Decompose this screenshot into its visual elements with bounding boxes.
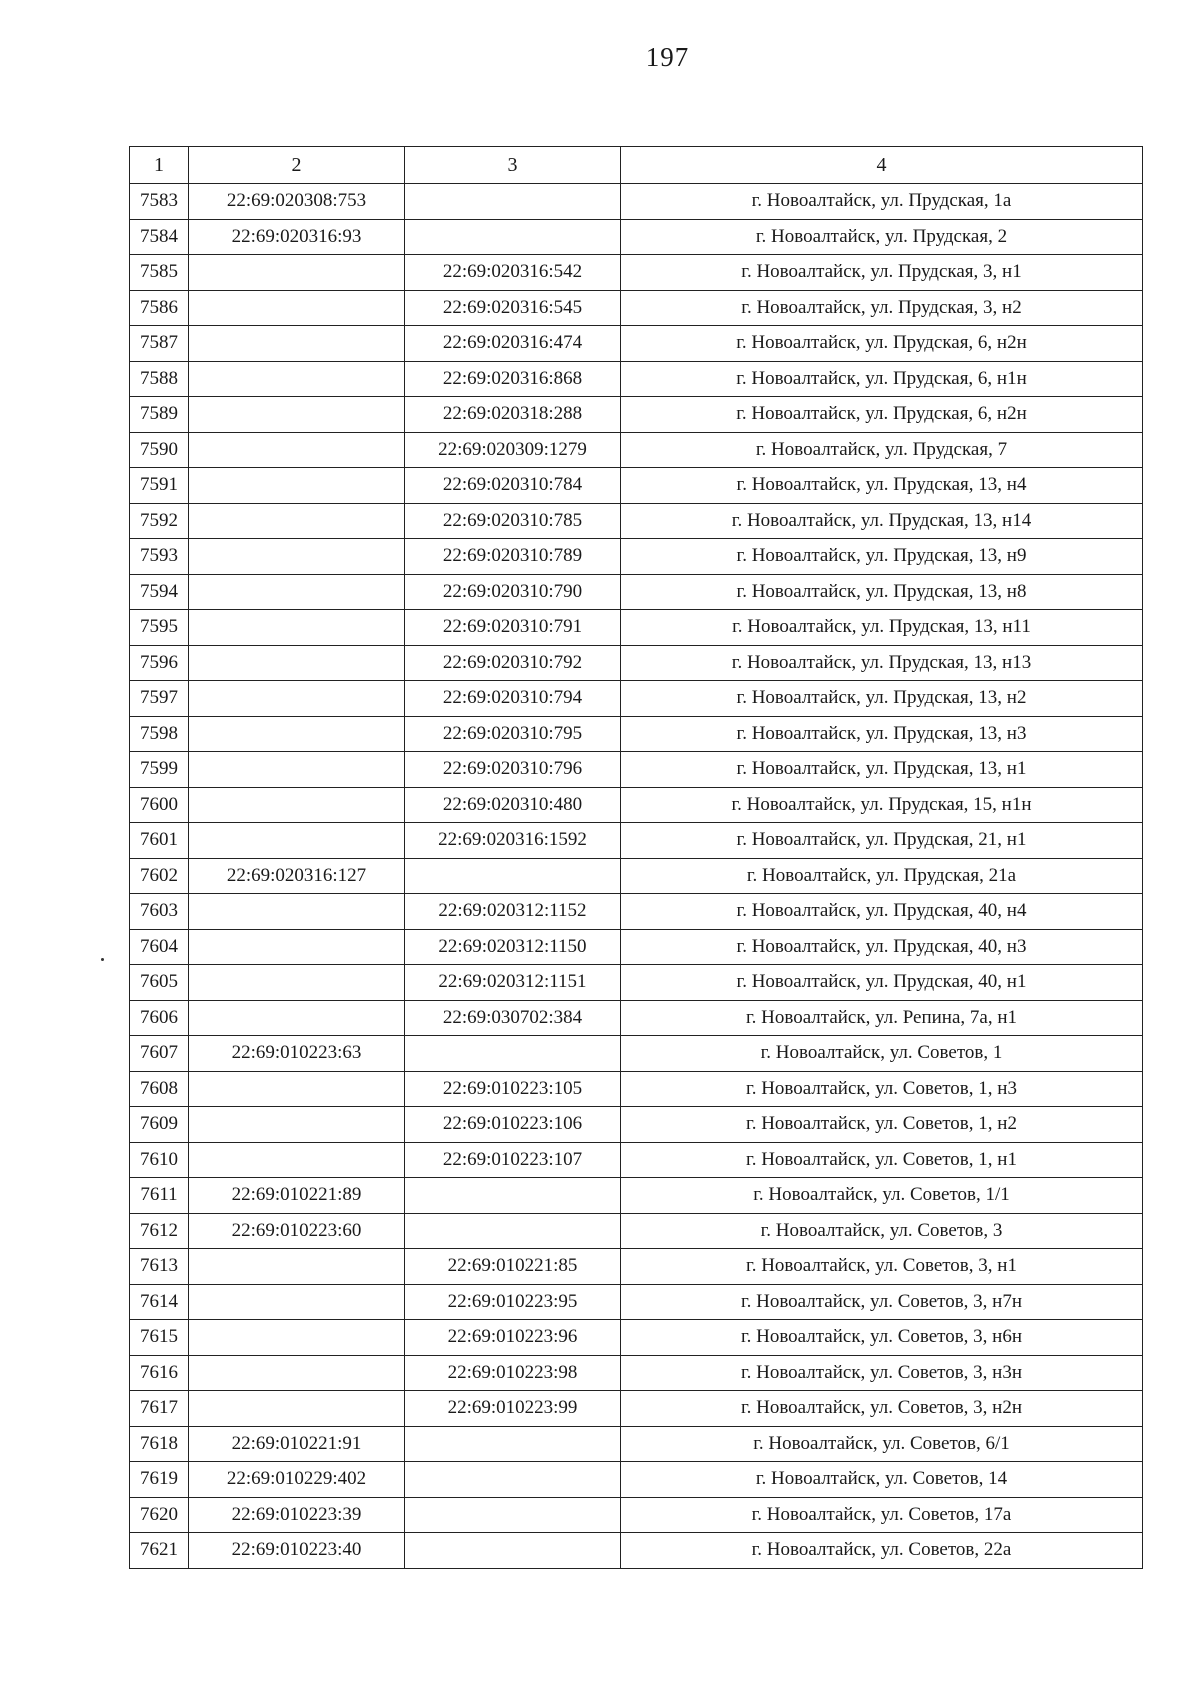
premises-cadastral-number-cell: 22:69:010223:98 — [405, 1355, 621, 1391]
address-cell: г. Новоалтайск, ул. Советов, 14 — [621, 1462, 1143, 1498]
premises-cadastral-number-cell: 22:69:020318:288 — [405, 397, 621, 433]
registry-table-container — [129, 146, 1143, 1569]
premises-cadastral-number-cell — [405, 1533, 621, 1569]
table-row — [130, 1107, 1143, 1143]
row-number-cell: 7614 — [130, 1284, 189, 1320]
premises-cadastral-number-cell: 22:69:020312:1151 — [405, 965, 621, 1001]
premises-cadastral-number-cell: 22:69:020310:791 — [405, 610, 621, 646]
table-row — [130, 1355, 1143, 1391]
address-cell: г. Новоалтайск, ул. Прудская, 13, н14 — [621, 503, 1143, 539]
row-number-cell: 7584 — [130, 219, 189, 255]
column-header-2: 2 — [189, 147, 405, 184]
address-cell: г. Новоалтайск, ул. Прудская, 1а — [621, 184, 1143, 220]
address-cell: г. Новоалтайск, ул. Прудская, 6, н2н — [621, 326, 1143, 362]
table-row — [130, 1391, 1143, 1427]
address-cell: г. Новоалтайск, ул. Прудская, 13, н8 — [621, 574, 1143, 610]
row-number-cell: 7589 — [130, 397, 189, 433]
table-row — [130, 574, 1143, 610]
table-row — [130, 432, 1143, 468]
row-number-cell: 7620 — [130, 1497, 189, 1533]
row-number-cell: 7609 — [130, 1107, 189, 1143]
row-number-cell: 7606 — [130, 1000, 189, 1036]
premises-cadastral-number-cell: 22:69:020316:542 — [405, 255, 621, 291]
scan-speck — [101, 958, 104, 961]
building-cadastral-number-cell — [189, 965, 405, 1001]
address-cell: г. Новоалтайск, ул. Советов, 1, н1 — [621, 1142, 1143, 1178]
table-row — [130, 1320, 1143, 1356]
address-cell: г. Новоалтайск, ул. Советов, 3 — [621, 1213, 1143, 1249]
row-number-cell: 7602 — [130, 858, 189, 894]
row-number-cell: 7597 — [130, 681, 189, 717]
table-row — [130, 255, 1143, 291]
row-number-cell: 7596 — [130, 645, 189, 681]
building-cadastral-number-cell — [189, 1320, 405, 1356]
table-row — [130, 361, 1143, 397]
building-cadastral-number-cell: 22:69:020308:753 — [189, 184, 405, 220]
premises-cadastral-number-cell: 22:69:020316:868 — [405, 361, 621, 397]
row-number-cell: 7593 — [130, 539, 189, 575]
building-cadastral-number-cell: 22:69:010223:63 — [189, 1036, 405, 1072]
row-number-cell: 7619 — [130, 1462, 189, 1498]
building-cadastral-number-cell: 22:69:010221:91 — [189, 1426, 405, 1462]
address-cell: г. Новоалтайск, ул. Прудская, 13, н13 — [621, 645, 1143, 681]
building-cadastral-number-cell — [189, 1284, 405, 1320]
building-cadastral-number-cell — [189, 1391, 405, 1427]
column-header-4: 4 — [621, 147, 1143, 184]
premises-cadastral-number-cell: 22:69:020310:784 — [405, 468, 621, 504]
building-cadastral-number-cell — [189, 503, 405, 539]
table-row — [130, 965, 1143, 1001]
premises-cadastral-number-cell — [405, 1497, 621, 1533]
building-cadastral-number-cell — [189, 1107, 405, 1143]
building-cadastral-number-cell — [189, 255, 405, 291]
row-number-cell: 7616 — [130, 1355, 189, 1391]
row-number-cell: 7585 — [130, 255, 189, 291]
premises-cadastral-number-cell: 22:69:020310:785 — [405, 503, 621, 539]
table-row — [130, 1426, 1143, 1462]
row-number-cell: 7608 — [130, 1071, 189, 1107]
row-number-cell: 7592 — [130, 503, 189, 539]
address-cell: г. Новоалтайск, ул. Репина, 7а, н1 — [621, 1000, 1143, 1036]
building-cadastral-number-cell — [189, 1142, 405, 1178]
premises-cadastral-number-cell: 22:69:020310:796 — [405, 752, 621, 788]
building-cadastral-number-cell — [189, 326, 405, 362]
premises-cadastral-number-cell: 22:69:030702:384 — [405, 1000, 621, 1036]
address-cell: г. Новоалтайск, ул. Советов, 3, н2н — [621, 1391, 1143, 1427]
address-cell: г. Новоалтайск, ул. Прудская, 13, н3 — [621, 716, 1143, 752]
row-number-cell: 7607 — [130, 1036, 189, 1072]
premises-cadastral-number-cell — [405, 1036, 621, 1072]
table-row — [130, 681, 1143, 717]
address-cell: г. Новоалтайск, ул. Прудская, 13, н9 — [621, 539, 1143, 575]
column-header-3: 3 — [405, 147, 621, 184]
table-row — [130, 1071, 1143, 1107]
address-cell: г. Новоалтайск, ул. Прудская, 2 — [621, 219, 1143, 255]
premises-cadastral-number-cell: 22:69:020310:790 — [405, 574, 621, 610]
address-cell: г. Новоалтайск, ул. Прудская, 13, н2 — [621, 681, 1143, 717]
row-number-cell: 7591 — [130, 468, 189, 504]
building-cadastral-number-cell — [189, 1249, 405, 1285]
building-cadastral-number-cell: 22:69:020316:93 — [189, 219, 405, 255]
row-number-cell: 7613 — [130, 1249, 189, 1285]
table-header-row — [130, 147, 1143, 184]
building-cadastral-number-cell — [189, 1071, 405, 1107]
premises-cadastral-number-cell — [405, 1462, 621, 1498]
premises-cadastral-number-cell: 22:69:010223:99 — [405, 1391, 621, 1427]
table-row — [130, 1000, 1143, 1036]
table-row — [130, 645, 1143, 681]
table-row — [130, 290, 1143, 326]
premises-cadastral-number-cell: 22:69:010223:95 — [405, 1284, 621, 1320]
building-cadastral-number-cell — [189, 823, 405, 859]
premises-cadastral-number-cell — [405, 184, 621, 220]
row-number-cell: 7621 — [130, 1533, 189, 1569]
premises-cadastral-number-cell: 22:69:020309:1279 — [405, 432, 621, 468]
row-number-cell: 7598 — [130, 716, 189, 752]
registry-table-body — [130, 147, 1143, 1569]
address-cell: г. Новоалтайск, ул. Советов, 3, н1 — [621, 1249, 1143, 1285]
address-cell: г. Новоалтайск, ул. Прудская, 21, н1 — [621, 823, 1143, 859]
address-cell: г. Новоалтайск, ул. Прудская, 6, н2н — [621, 397, 1143, 433]
page-number: 197 — [645, 42, 690, 72]
building-cadastral-number-cell — [189, 432, 405, 468]
building-cadastral-number-cell — [189, 290, 405, 326]
address-cell: г. Новоалтайск, ул. Прудская, 7 — [621, 432, 1143, 468]
row-number-cell: 7600 — [130, 787, 189, 823]
premises-cadastral-number-cell: 22:69:020310:795 — [405, 716, 621, 752]
table-row — [130, 716, 1143, 752]
address-cell: г. Новоалтайск, ул. Прудская, 21а — [621, 858, 1143, 894]
address-cell: г. Новоалтайск, ул. Прудская, 40, н1 — [621, 965, 1143, 1001]
address-cell: г. Новоалтайск, ул. Прудская, 40, н4 — [621, 894, 1143, 930]
building-cadastral-number-cell: 22:69:010223:39 — [189, 1497, 405, 1533]
building-cadastral-number-cell — [189, 787, 405, 823]
building-cadastral-number-cell — [189, 361, 405, 397]
building-cadastral-number-cell — [189, 397, 405, 433]
row-number-cell: 7583 — [130, 184, 189, 220]
row-number-cell: 7604 — [130, 929, 189, 965]
building-cadastral-number-cell — [189, 645, 405, 681]
premises-cadastral-number-cell — [405, 1213, 621, 1249]
table-row — [130, 1036, 1143, 1072]
building-cadastral-number-cell — [189, 468, 405, 504]
table-row — [130, 1142, 1143, 1178]
building-cadastral-number-cell: 22:69:010223:40 — [189, 1533, 405, 1569]
building-cadastral-number-cell — [189, 574, 405, 610]
premises-cadastral-number-cell: 22:69:020312:1152 — [405, 894, 621, 930]
row-number-cell: 7618 — [130, 1426, 189, 1462]
premises-cadastral-number-cell — [405, 1178, 621, 1214]
table-row — [130, 1462, 1143, 1498]
premises-cadastral-number-cell: 22:69:020310:789 — [405, 539, 621, 575]
building-cadastral-number-cell: 22:69:010223:60 — [189, 1213, 405, 1249]
row-number-cell: 7595 — [130, 610, 189, 646]
premises-cadastral-number-cell: 22:69:020312:1150 — [405, 929, 621, 965]
registry-table — [129, 146, 1143, 1569]
address-cell: г. Новоалтайск, ул. Советов, 22а — [621, 1533, 1143, 1569]
row-number-cell: 7617 — [130, 1391, 189, 1427]
address-cell: г. Новоалтайск, ул. Советов, 17а — [621, 1497, 1143, 1533]
row-number-cell: 7601 — [130, 823, 189, 859]
building-cadastral-number-cell: 22:69:020316:127 — [189, 858, 405, 894]
table-row — [130, 539, 1143, 575]
table-row — [130, 1178, 1143, 1214]
address-cell: г. Новоалтайск, ул. Прудская, 13, н4 — [621, 468, 1143, 504]
row-number-cell: 7612 — [130, 1213, 189, 1249]
building-cadastral-number-cell: 22:69:010229:402 — [189, 1462, 405, 1498]
table-row — [130, 397, 1143, 433]
row-number-cell: 7611 — [130, 1178, 189, 1214]
row-number-cell: 7588 — [130, 361, 189, 397]
premises-cadastral-number-cell — [405, 1426, 621, 1462]
building-cadastral-number-cell — [189, 929, 405, 965]
address-cell: г. Новоалтайск, ул. Прудская, 13, н11 — [621, 610, 1143, 646]
building-cadastral-number-cell — [189, 752, 405, 788]
building-cadastral-number-cell — [189, 539, 405, 575]
address-cell: г. Новоалтайск, ул. Прудская, 3, н2 — [621, 290, 1143, 326]
address-cell: г. Новоалтайск, ул. Прудская, 15, н1н — [621, 787, 1143, 823]
address-cell: г. Новоалтайск, ул. Прудская, 6, н1н — [621, 361, 1143, 397]
building-cadastral-number-cell — [189, 681, 405, 717]
premises-cadastral-number-cell: 22:69:020316:474 — [405, 326, 621, 362]
address-cell: г. Новоалтайск, ул. Советов, 3, н3н — [621, 1355, 1143, 1391]
table-row — [130, 894, 1143, 930]
address-cell: г. Новоалтайск, ул. Советов, 3, н7н — [621, 1284, 1143, 1320]
row-number-cell: 7599 — [130, 752, 189, 788]
row-number-cell: 7590 — [130, 432, 189, 468]
table-row — [130, 1497, 1143, 1533]
premises-cadastral-number-cell: 22:69:010223:96 — [405, 1320, 621, 1356]
address-cell: г. Новоалтайск, ул. Прудская, 3, н1 — [621, 255, 1143, 291]
table-row — [130, 1213, 1143, 1249]
table-row — [130, 1249, 1143, 1285]
premises-cadastral-number-cell — [405, 219, 621, 255]
premises-cadastral-number-cell: 22:69:020310:480 — [405, 787, 621, 823]
building-cadastral-number-cell — [189, 1355, 405, 1391]
table-row — [130, 787, 1143, 823]
address-cell: г. Новоалтайск, ул. Советов, 1, н3 — [621, 1071, 1143, 1107]
building-cadastral-number-cell — [189, 716, 405, 752]
address-cell: г. Новоалтайск, ул. Советов, 1 — [621, 1036, 1143, 1072]
address-cell: г. Новоалтайск, ул. Советов, 1/1 — [621, 1178, 1143, 1214]
table-row — [130, 610, 1143, 646]
building-cadastral-number-cell — [189, 1000, 405, 1036]
address-cell: г. Новоалтайск, ул. Советов, 1, н2 — [621, 1107, 1143, 1143]
premises-cadastral-number-cell: 22:69:020310:794 — [405, 681, 621, 717]
address-cell: г. Новоалтайск, ул. Советов, 6/1 — [621, 1426, 1143, 1462]
building-cadastral-number-cell: 22:69:010221:89 — [189, 1178, 405, 1214]
table-row — [130, 823, 1143, 859]
row-number-cell: 7610 — [130, 1142, 189, 1178]
row-number-cell: 7586 — [130, 290, 189, 326]
premises-cadastral-number-cell: 22:69:020310:792 — [405, 645, 621, 681]
premises-cadastral-number-cell: 22:69:020316:1592 — [405, 823, 621, 859]
table-row — [130, 326, 1143, 362]
premises-cadastral-number-cell: 22:69:010223:106 — [405, 1107, 621, 1143]
table-row — [130, 1533, 1143, 1569]
column-header-1: 1 — [130, 147, 189, 184]
premises-cadastral-number-cell: 22:69:020316:545 — [405, 290, 621, 326]
table-row — [130, 503, 1143, 539]
premises-cadastral-number-cell: 22:69:010223:105 — [405, 1071, 621, 1107]
table-row — [130, 1284, 1143, 1320]
address-cell: г. Новоалтайск, ул. Советов, 3, н6н — [621, 1320, 1143, 1356]
table-row — [130, 219, 1143, 255]
building-cadastral-number-cell — [189, 894, 405, 930]
address-cell: г. Новоалтайск, ул. Прудская, 40, н3 — [621, 929, 1143, 965]
row-number-cell: 7594 — [130, 574, 189, 610]
table-row — [130, 752, 1143, 788]
building-cadastral-number-cell — [189, 610, 405, 646]
premises-cadastral-number-cell: 22:69:010223:107 — [405, 1142, 621, 1178]
table-row — [130, 858, 1143, 894]
table-row — [130, 929, 1143, 965]
row-number-cell: 7603 — [130, 894, 189, 930]
table-row — [130, 184, 1143, 220]
row-number-cell: 7587 — [130, 326, 189, 362]
premises-cadastral-number-cell — [405, 858, 621, 894]
row-number-cell: 7615 — [130, 1320, 189, 1356]
table-row — [130, 468, 1143, 504]
row-number-cell: 7605 — [130, 965, 189, 1001]
premises-cadastral-number-cell: 22:69:010221:85 — [405, 1249, 621, 1285]
address-cell: г. Новоалтайск, ул. Прудская, 13, н1 — [621, 752, 1143, 788]
